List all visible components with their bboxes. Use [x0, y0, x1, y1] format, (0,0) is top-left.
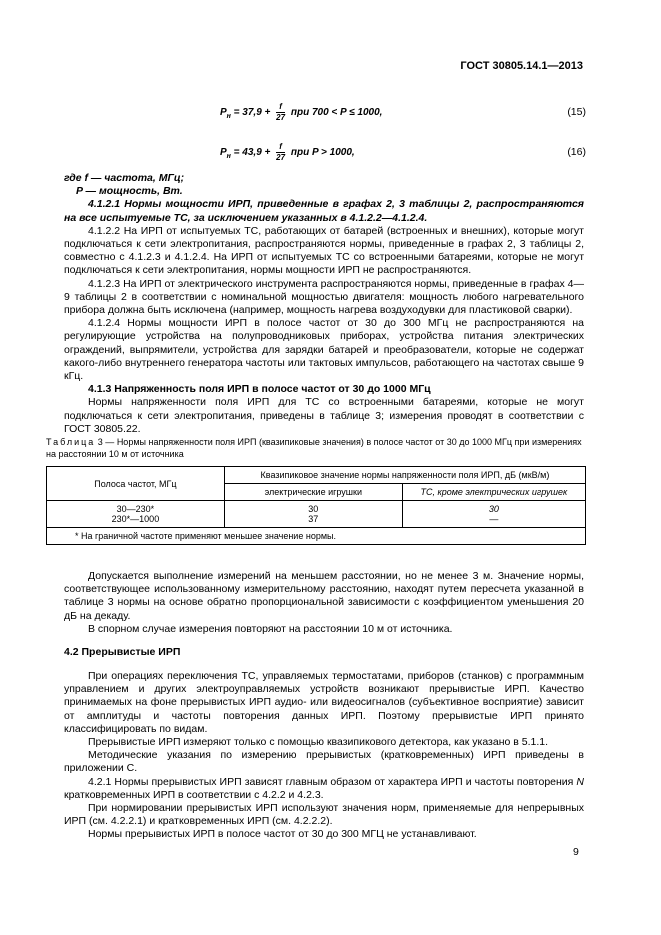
cell-ts: 30 [402, 501, 585, 515]
heading-4-1-3: 4.1.3 Напряженность поля ИРП в полосе частот от 30 до 1000 МГц [88, 383, 431, 396]
paragraph-4-1-2-4: 4.1.2.4 Нормы мощности ИРП в полосе частот от 30 до 300 МГц не распространяются на регулирующие устройства на полупроводниковых приборах, устройства питания электрических ограждений, выпрямители, устройства для зарядки батарей и преобразователи, которые не содержат какого-либо внутреннего генератора частоты или тактовых импульсов, работающего на частотах свыше 9 кГц. [64, 317, 584, 383]
table-row [47, 501, 586, 515]
formula-lhs: P [220, 147, 227, 159]
column-header-ts: ТС, кроме электрических игрушек [402, 484, 585, 501]
table-number: 3 — [95, 437, 117, 447]
body-text-lower [64, 670, 584, 842]
formula-denominator: 27 [276, 153, 286, 162]
paragraph-4-1-3: Нормы напряженности поля ИРП для ТС со встроенными батареями, которые не могут подключаться к сети электропитания, приведены в таблице 3; измерения проводят в соответствии с ГОСТ 30805.22. [64, 396, 584, 435]
formula-fraction [276, 142, 285, 163]
formula-numerator: f [276, 102, 285, 113]
definition-f: где f — частота, МГц; [64, 172, 185, 184]
column-header-toys: электрические игрушки [224, 484, 402, 501]
formula-15 [220, 96, 586, 130]
formula-eq: = 37,9 + [230, 107, 274, 119]
paragraph-4-2-1 [64, 776, 584, 802]
paragraph-4-1-2-3: 4.1.2.3 На ИРП от электрического инструмента распространяются нормы, приведенные в графах 4—9 таблицы 2 в соответствии с номинальной мощностью двигателя: мощность любого нагревательного прибора должна быть исключена (например, мощность нагрева воздуходувки для пластиковой сварки). [64, 277, 584, 317]
cell-band: 230*—1000 [47, 514, 225, 528]
formula-denominator: 27 [276, 113, 286, 122]
paragraph-4-2-a: При операциях переключения ТС, управляемых термостатами, приборов (станков) с программным управлением и других электроуправляемых устройств возникают прерывистые ИРП. Качество принимаемых на фоне прерывистых ИРП аудио- или видеосигналов (субъективное восприятие) зависит от амплитуды и частоты повторения данных ИРП. Поэтому прерывистые ИРП принято классифицировать по видам. [64, 670, 584, 735]
paragraph-4-2-b: Прерывистые ИРП измеряют только с помощью квазипикового детектора, как указано в 5.1.1. [88, 736, 549, 749]
formula-fraction [276, 102, 285, 123]
formula-lhs: P [220, 107, 227, 119]
equation-number: (15) [567, 106, 586, 118]
heading-4-2: 4.2 Прерывистые ИРП [64, 646, 181, 658]
body-text-middle [64, 570, 584, 636]
cell-band: 30—230* [47, 501, 225, 515]
cell-toys: 30 [224, 501, 402, 515]
table-caption-text: Нормы напряженности поля ИРП (квазипиковые значения) в полосе частот от 30 до 1000 МГц при измерениях на расстоянии 10 м от источника [46, 437, 582, 459]
formula-numerator: f [276, 142, 285, 153]
formula-sub: н [226, 153, 231, 161]
formula-eq: = 43,9 + [230, 147, 274, 159]
table-label: Таблица [46, 437, 96, 447]
page-number: 9 [573, 846, 579, 858]
equation-number: (16) [567, 146, 586, 158]
paragraph-4-2-c: Методические указания по измерению прерывистых (кратковременных) ИРП приведены в приложении С. [64, 749, 584, 775]
formula-condition: при P > 1000, [288, 147, 355, 159]
table-3-caption [46, 436, 586, 460]
symbol-n: N [576, 775, 584, 788]
paragraph-4-2-1-tail: кратковременных ИРП в соответствии с 4.2.2 и 4.2.3. [64, 788, 324, 801]
formula-condition: при 700 < P ≤ 1000, [288, 107, 383, 119]
table-row [47, 514, 586, 528]
cell-ts: — [402, 514, 585, 528]
column-header-group: Квазипиковое значение нормы напряженности поля ИРП, дБ (мкВ/м) [224, 467, 585, 484]
paragraph-4-1-2-2: 4.1.2.2 На ИРП от испытуемых ТС, работающих от батарей (встроенных и внешних), которые могут подключаться к сети электропитания, распространяются нормы, приведенные в графах 2, 3 таблицы 2, совместно с 4.1.2.3 и 4.1.2.4. На ИРП от испытуемых ТС со встроенными батареями, которые не могут подключаться к сети электропитания, нормы мощности ИРП не распространяются. [64, 224, 584, 277]
document-header: ГОСТ 30805.14.1—2013 [460, 60, 583, 72]
definition-p: P — мощность, Вт. [76, 185, 183, 198]
table-3 [46, 466, 586, 545]
formula-sub: н [226, 113, 231, 121]
cell-toys: 37 [224, 514, 402, 528]
paragraph-distance-1: Допускается выполнение измерений на меньшем расстоянии, но не менее 3 м. Значение нормы, соответствующее использованному измерительному расстоянию, находят путем пересчета указанной в таблице 3 нормы на основе обратно пропорциональной зависимости с коэффициентом уменьшения 20 дБ на декаду. [64, 570, 584, 622]
paragraph-4-2-1-c: Нормы прерывистых ИРП в полосе частот от 30 до 300 МГЦ не устанавливают. [88, 828, 477, 841]
formula-16 [220, 136, 586, 170]
body-text-upper [64, 172, 584, 436]
table-footnote: * На граничной частоте применяют меньшее значение нормы. [47, 528, 586, 545]
paragraph-distance-2: В спорном случае измерения повторяют на расстоянии 10 м от источника. [88, 622, 453, 635]
column-header-band: Полоса частот, МГц [47, 467, 225, 501]
paragraph-4-2-1-text: 4.2.1 Нормы прерывистых ИРП зависят главным образом от характера ИРП и частоты повторения [88, 775, 577, 788]
paragraph-4-1-2-1: 4.1.2.1 Нормы мощности ИРП, приведенные в графах 2, 3 таблицы 2, распространяются на все испытуемые ТС, за исключением указанных в 4.1.2.2—4.1.2.4. [64, 198, 584, 224]
paragraph-4-2-1-b: При нормировании прерывистых ИРП используют значения норм, применяемые для непрерывных ИРП (см. 4.2.2.1) и кратковременных ИРП (см. 4.2.2.2). [64, 802, 584, 828]
